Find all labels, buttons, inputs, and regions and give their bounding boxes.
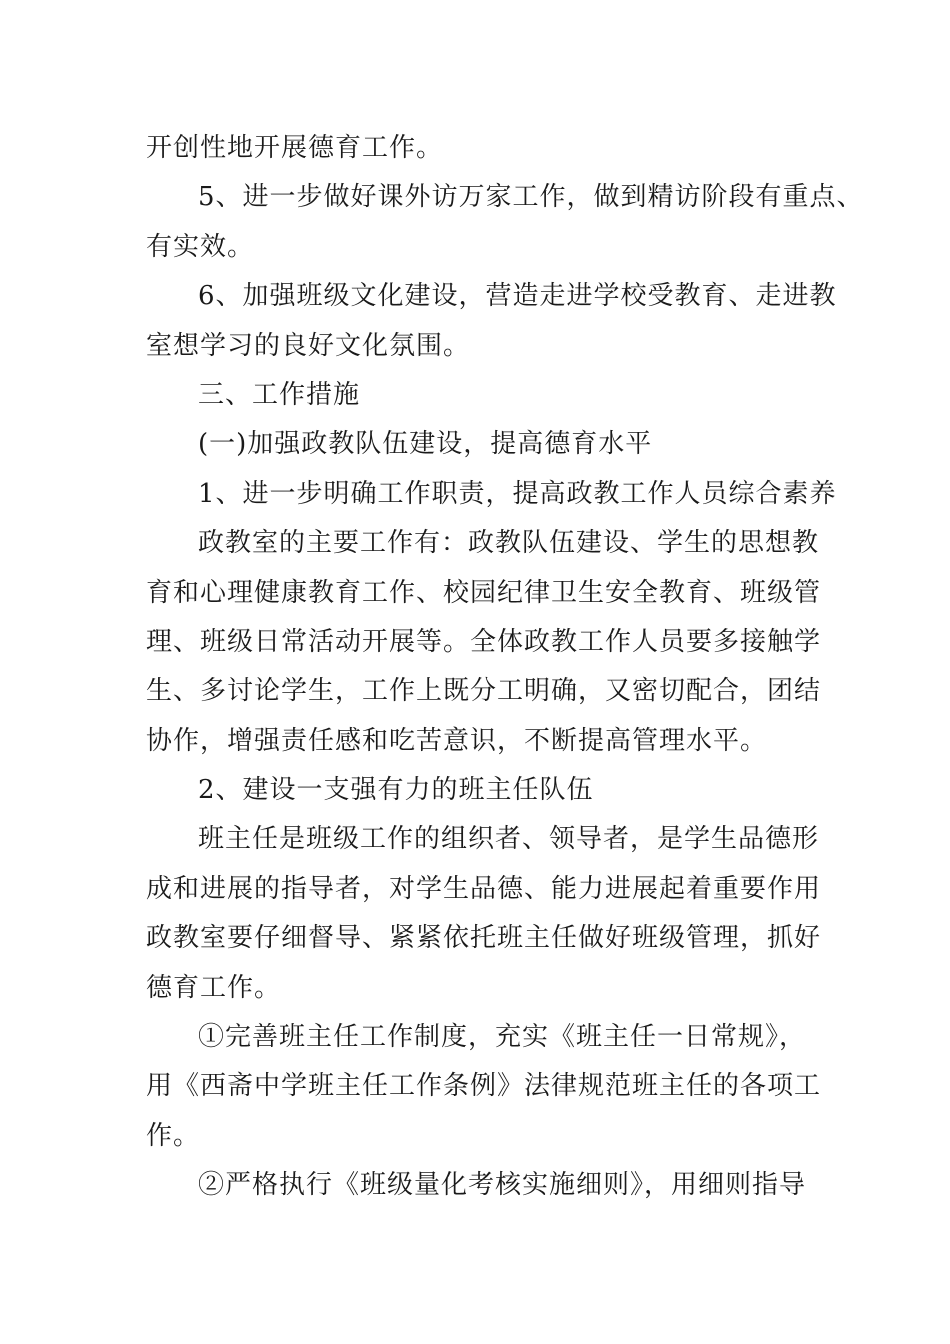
text-line: 理、班级日常活动开展等。全体政教工作人员要多接触学 [146, 626, 822, 657]
document-body [146, 124, 864, 1211]
text-line: 成和进展的指导者，对学生品德、能力进展起着重要作用 [146, 873, 822, 904]
text-line: 室想学习的良好文化氛围。 [146, 330, 471, 361]
text-line: ①完善班主任工作制度，充实《班主任一日常规》， [198, 1022, 807, 1053]
item-heading: 2、建设一支强有力的班主任队伍 [198, 775, 594, 806]
text-line: 开创性地开展德育工作。 [146, 133, 444, 163]
text-line: 作。 [146, 1120, 201, 1151]
text-line: 有实效。 [146, 231, 255, 262]
text-line: 班主任是班级工作的组织者、领导者，是学生品德形 [198, 824, 820, 855]
text-line: 协作，增强责任感和吃苦意识，不断提高管理水平。 [146, 725, 768, 756]
text-line: 5、进一步做好课外访万家工作，做到精访阶段有重点、 [198, 182, 864, 213]
text-line: 生、多讨论学生，工作上既分工明确，又密切配合，团结 [146, 676, 822, 707]
text-line: 6、加强班级文化建设，营造走进学校受教育、走进教 [198, 281, 837, 312]
subsection-heading: (一)加强政教队伍建设，提高德育水平 [198, 429, 653, 460]
section-heading: 三、工作措施 [198, 379, 361, 410]
text-line: 用《西斋中学班主任工作条例》法律规范班主任的各项工 [146, 1071, 822, 1102]
item-heading: 1、进一步明确工作职责，提高政教工作人员综合素养 [198, 478, 837, 509]
text-line: 育和心理健康教育工作、校园纪律卫生安全教育、班级管 [146, 577, 822, 608]
text-line: ②严格执行《班级量化考核实施细则》，用细则指导 [198, 1170, 807, 1201]
text-line: 德育工作。 [146, 972, 282, 1003]
text-line: 政教室的主要工作有：政教队伍建设、学生的思想教 [198, 528, 820, 559]
text-line: 政教室要仔细督导、紧紧依托班主任做好班级管理，抓好 [146, 923, 822, 954]
